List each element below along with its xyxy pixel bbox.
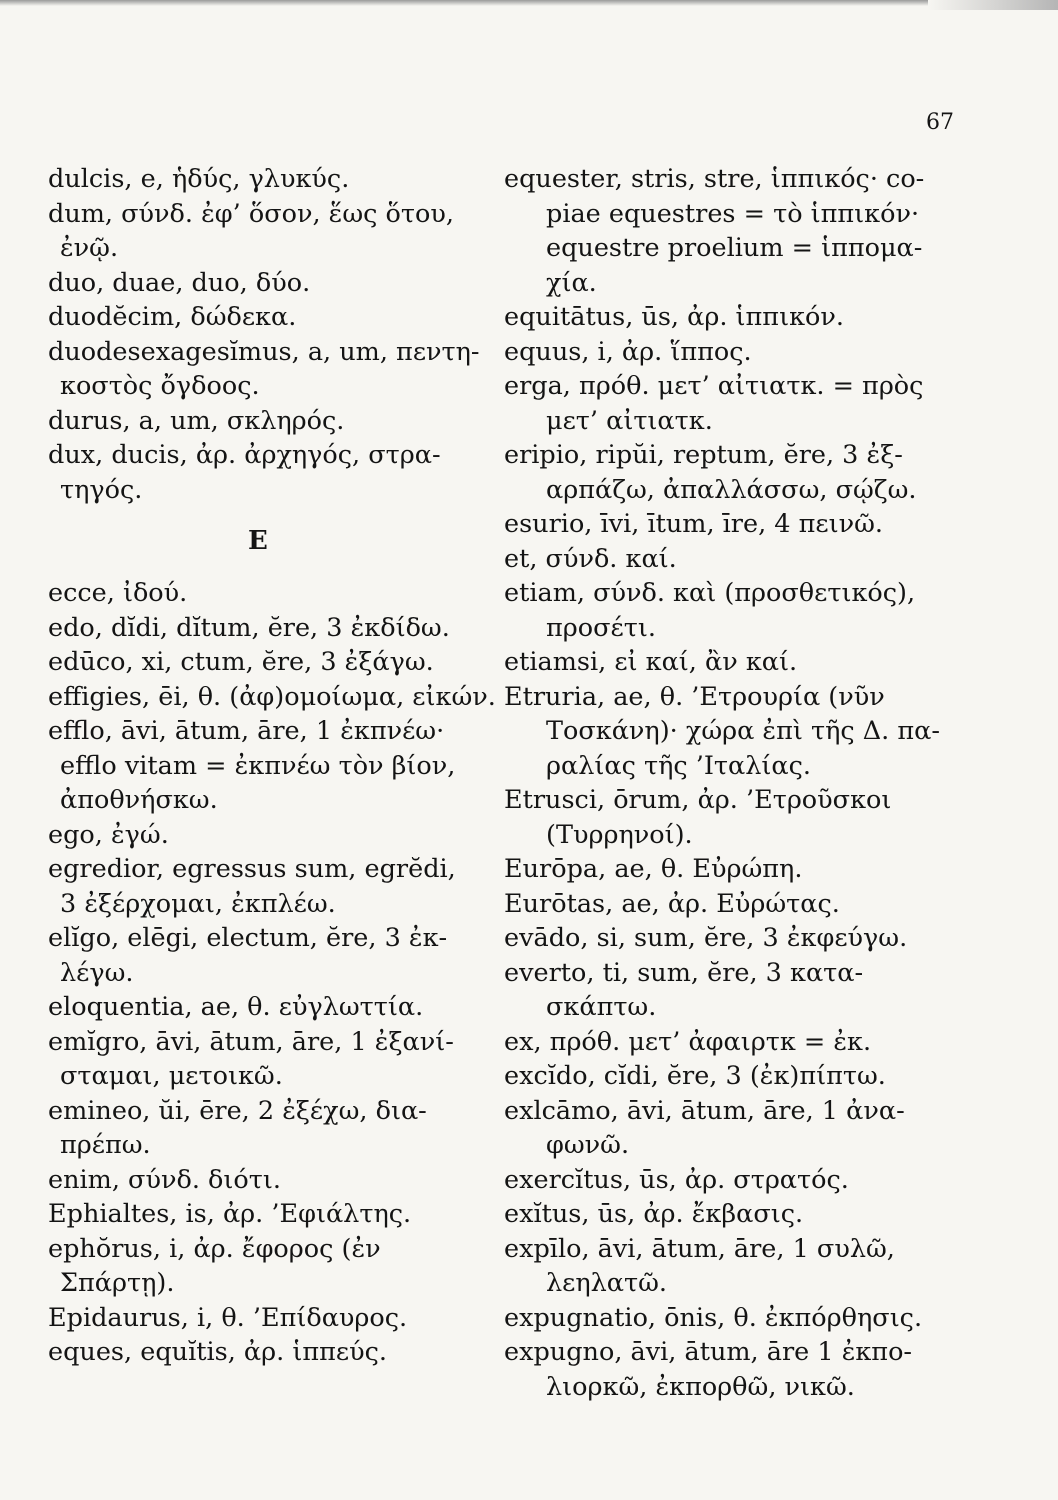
entry-continuation-line: λεηλατῶ. xyxy=(546,1268,668,1298)
right-column xyxy=(494,162,944,1404)
dictionary-entry xyxy=(18,438,488,507)
entry-headword-line: expugnatio, ōnis, θ. ἐκπόρθησις. xyxy=(504,1302,923,1333)
dictionary-entry xyxy=(494,300,944,335)
entry-headword-line: Eurōpa, ae, θ. Εὐρώπη. xyxy=(504,854,803,884)
scan-top-edge xyxy=(0,0,1058,6)
entry-continuation-line: προσέτι. xyxy=(546,612,656,643)
entry-continuation-line: ἐνῷ. xyxy=(60,233,119,263)
entry-headword-line: duo, duae, duo, δύο. xyxy=(48,267,311,298)
entry-headword-line: exlcāmo, āvi, ātum, āre, 1 ἀνα- xyxy=(504,1095,905,1126)
entry-headword-line: duodesexagesĭmus, a, um, πεντη- xyxy=(48,336,480,367)
dictionary-entry xyxy=(494,645,944,680)
entry-headword-line: equester, stris, stre, ἱππικός· co- xyxy=(504,164,925,194)
entry-continuation-line: αρπάζω, ἀπαλλάσσω, σῴζω. xyxy=(546,474,917,505)
dictionary-entry xyxy=(494,507,944,542)
entry-headword-line: efflo, āvi, ātum, āre, 1 ἐκπνέω· xyxy=(48,716,445,746)
dictionary-entry xyxy=(18,680,496,715)
entry-headword-line: durus, a, um, σκληρός. xyxy=(48,405,345,436)
entry-headword-line: duodĕcim, δώδεκα. xyxy=(48,302,297,332)
dictionary-entry xyxy=(18,300,488,335)
entry-continuation-line: φωνῶ. xyxy=(546,1130,630,1160)
entry-headword-line: emĭgro, āvi, ātum, āre, 1 ἐξανί- xyxy=(48,1026,454,1057)
entry-headword-line: everto, ti, sum, ĕre, 3 κατα- xyxy=(504,957,864,988)
entry-headword-line: evādo, si, sum, ĕre, 3 ἐκφεύγω. xyxy=(504,923,908,953)
entry-continuation-line: τηγός. xyxy=(60,474,143,505)
entry-headword-line: Eurōtas, ae, ἀρ. Εὐρώτας. xyxy=(504,888,840,919)
dictionary-entry xyxy=(494,335,944,370)
page-number: 67 xyxy=(926,110,954,135)
entry-headword-line: eripio, ripŭi, reptum, ĕre, 3 ἐξ- xyxy=(504,440,903,470)
entry-headword-line: effigies, ēi, θ. (ἀφ)ομοίωμα, εἰκών. xyxy=(48,681,496,712)
entry-headword-line: expīlo, āvi, ātum, āre, 1 συλῶ, xyxy=(504,1233,895,1264)
dictionary-entry xyxy=(494,1025,944,1060)
entry-continuation-line: λιορκῶ, ἐκπορθῶ, νικῶ. xyxy=(546,1371,855,1402)
dictionary-entry xyxy=(494,1059,944,1094)
dictionary-entry xyxy=(494,783,944,852)
entry-headword-line: enim, σύνδ. διότι. xyxy=(48,1164,281,1195)
entry-continuation-line: χία. xyxy=(546,267,597,298)
dictionary-entry xyxy=(18,1163,488,1198)
entry-headword-line: edo, dĭdi, dĭtum, ĕre, 3 ἐκδίδω. xyxy=(48,612,450,643)
entry-headword-line: equus, i, ἀρ. ἵππος. xyxy=(504,336,752,367)
dictionary-entry xyxy=(18,852,488,921)
dictionary-entry xyxy=(494,576,944,645)
entry-continuation-line: κοστὸς ὄγδοος. xyxy=(60,371,260,401)
entry-continuation-line: λέγω. xyxy=(60,957,134,988)
entry-continuation-line: ραλίας τῆς ’Ιταλίας. xyxy=(546,750,812,781)
entry-continuation-line: equestre proelium = ἱππομα- xyxy=(546,233,923,263)
dictionary-entry xyxy=(18,162,488,197)
entry-headword-line: egredior, egressus sum, egrĕdi, xyxy=(48,854,456,884)
entry-headword-line: Etruria, ae, θ. ’Ετρουρία (νῦν xyxy=(504,681,885,712)
entry-continuation-line: Τοσκάνη)· χώρα ἐπὶ τῆς Δ. πα- xyxy=(546,716,940,746)
entry-headword-line: ephŏrus, i, ἀρ. ἔφορος (ἐν xyxy=(48,1233,381,1264)
entry-headword-line: expugno, āvi, ātum, āre 1 ἐκπο- xyxy=(504,1337,913,1367)
dictionary-entry xyxy=(18,645,488,680)
entry-headword-line: excĭdo, cĭdi, ĕre, 3 (ἐκ)πίπτω. xyxy=(504,1061,886,1091)
dictionary-entry xyxy=(18,335,488,404)
dictionary-entry xyxy=(494,542,944,577)
entry-headword-line: dux, ducis, ἀρ. ἀρχηγός, στρα- xyxy=(48,440,441,470)
scan-corner-shadow xyxy=(928,0,1058,10)
entry-headword-line: erga, πρόθ. μετ’ αἰτιατκ. = πρὸς xyxy=(504,371,924,401)
dictionary-entry xyxy=(494,1163,944,1198)
dictionary-entry xyxy=(18,576,488,611)
dictionary-entry xyxy=(494,1094,944,1163)
dictionary-entry xyxy=(18,266,488,301)
left-column xyxy=(18,162,496,1370)
entry-headword-line: Etrusci, ōrum, ἀρ. ’Ετροῦσκοι xyxy=(504,785,892,815)
dictionary-entry xyxy=(494,921,944,956)
dictionary-entry xyxy=(18,1232,488,1301)
dictionary-entry xyxy=(18,714,488,818)
entry-continuation-line: σταμαι, μετοικῶ. xyxy=(60,1061,283,1091)
dictionary-entry xyxy=(494,680,944,784)
entry-headword-line: edūco, xi, ctum, ĕre, 3 ἐξάγω. xyxy=(48,647,434,677)
dictionary-entry xyxy=(494,887,944,922)
dictionary-entry xyxy=(494,1335,944,1404)
dictionary-entry xyxy=(494,852,944,887)
entry-headword-line: eques, equĭtis, ἀρ. ἱππεύς. xyxy=(48,1337,387,1367)
entry-continuation-line: πρέπω. xyxy=(60,1130,151,1160)
dictionary-entry xyxy=(18,1094,488,1163)
entry-continuation-line: piae equestres = τὸ ἱππικόν· xyxy=(546,198,920,229)
dictionary-entry xyxy=(18,1025,488,1094)
entry-headword-line: exercĭtus, ūs, ἀρ. στρατός. xyxy=(504,1164,849,1195)
section-letter: E xyxy=(248,526,268,556)
dictionary-entry xyxy=(494,1197,944,1232)
entry-continuation-line: (Τυρρηνοί). xyxy=(546,819,693,850)
dictionary-entry xyxy=(494,1232,944,1301)
entry-headword-line: equitātus, ūs, ἀρ. ἱππικόν. xyxy=(504,302,844,332)
dictionary-entry xyxy=(18,990,488,1025)
dictionary-entry xyxy=(494,369,944,438)
entry-continuation-line: efflo vitam = ἐκπνέω τὸν βίον, xyxy=(60,750,456,781)
dictionary-entry xyxy=(18,197,488,266)
entry-headword-line: dum, σύνδ. ἐφ’ ὅσον, ἕως ὅτου, xyxy=(48,198,454,229)
dictionary-entry xyxy=(494,162,944,300)
entry-continuation-line: 3 ἐξέρχομαι, ἐκπλέω. xyxy=(60,888,336,919)
entry-headword-line: et, σύνδ. καί. xyxy=(504,543,677,574)
entry-headword-line: ecce, ἰδού. xyxy=(48,578,188,608)
entry-headword-line: Epidaurus, i, θ. ’Επίδαυρος. xyxy=(48,1302,408,1333)
dictionary-entry xyxy=(494,1301,944,1336)
dictionary-entry xyxy=(18,921,488,990)
entry-headword-line: ex, πρόθ. μετ’ ἀφαιρτκ = ἐκ. xyxy=(504,1026,872,1057)
dictionary-entry xyxy=(18,1335,488,1370)
dictionary-entry xyxy=(18,1197,488,1232)
entry-headword-line: esurio, īvi, ītum, īre, 4 πεινῶ. xyxy=(504,509,884,539)
entry-headword-line: etiamsi, εἰ καί, ἂν καί. xyxy=(504,647,798,677)
entry-headword-line: emineo, ŭi, ēre, 2 ἐξέχω, δια- xyxy=(48,1095,427,1126)
dictionary-entry xyxy=(494,438,944,507)
entry-headword-line: ego, ἐγώ. xyxy=(48,819,169,850)
entry-headword-line: exĭtus, ūs, ἀρ. ἔκβασις. xyxy=(504,1199,804,1229)
entry-headword-line: etiam, σύνδ. καὶ (προσθετικός), xyxy=(504,578,916,608)
entry-headword-line: eloquentia, ae, θ. εὐγλωττία. xyxy=(48,992,424,1022)
entry-headword-line: dulcis, e, ἡδύς, γλυκύς. xyxy=(48,164,350,194)
entry-headword-line: elĭgo, elēgi, electum, ĕre, 3 ἐκ- xyxy=(48,923,448,953)
dictionary-entry xyxy=(18,404,488,439)
entry-continuation-line: σκάπτω. xyxy=(546,992,657,1022)
entry-continuation-line: ἀποθνήσκω. xyxy=(60,785,218,815)
entry-continuation-line: Σπάρτῃ). xyxy=(60,1268,175,1298)
entry-continuation-line: μετ’ αἰτιατκ. xyxy=(546,405,713,436)
dictionary-entry xyxy=(494,956,944,1025)
entry-headword-line: Ephialtes, is, ἀρ. ’Εφιάλτης. xyxy=(48,1199,412,1229)
dictionary-entry xyxy=(18,611,488,646)
dictionary-entry xyxy=(18,818,488,853)
dictionary-entry xyxy=(18,1301,488,1336)
